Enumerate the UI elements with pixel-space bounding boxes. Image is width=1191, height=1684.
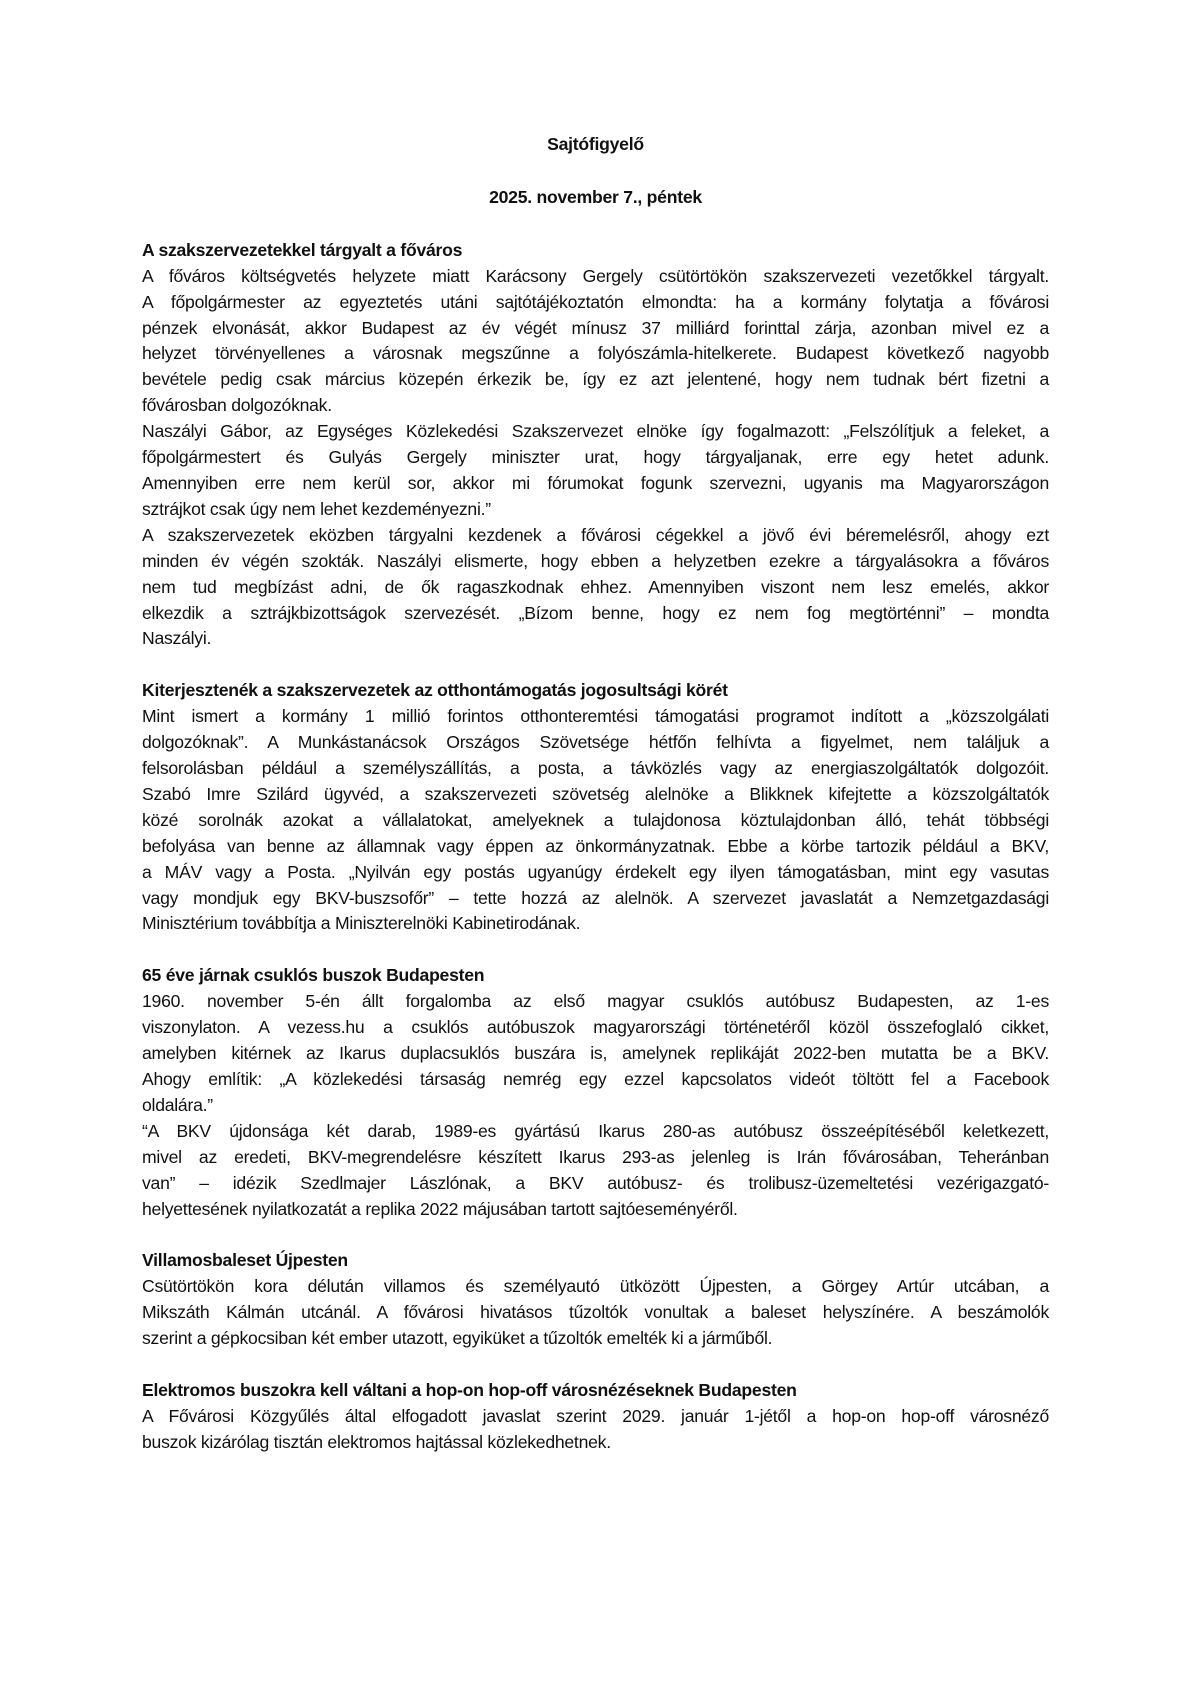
news-article: [142, 963, 1049, 1222]
text-line: főpolgármestert és Gulyás Gergely miniszter urat, hogy tárgyaljanak, erre egy hetet adunk.: [142, 447, 1049, 468]
articles-container: [142, 238, 1049, 1456]
text-line: Mikszáth Kálmán utcánál. A fővárosi hivatásos tűzoltók vonultak a baleset helyszínére. A beszámolók: [142, 1302, 1049, 1323]
text-line: viszonylaton. A vezess.hu a csuklós autóbuszok magyarországi történetéről közöl összefoglaló cikket,: [142, 1017, 1049, 1038]
text-line: A Fővárosi Közgyűlés által elfogadott javaslat szerint 2029. január 1-jétől a hop-on hop-off városnéző: [142, 1405, 1049, 1426]
text-line: 1960. november 5-én állt forgalomba az első magyar csuklós autóbusz Budapesten, az 1-es: [142, 991, 1049, 1012]
news-article: [142, 678, 1049, 937]
text-line: közé sorolnák azokat a vállalatokat, amelyeknek a tulajdonosa köztulajdonban álló, tehát többségi: [142, 809, 1049, 830]
text-line: Szabó Imre Szilárd ügyvéd, a szakszervezeti szövetség alelnöke a Blikknek kifejtette a közszolgáltatók: [142, 783, 1049, 804]
text-line: felsorolásban például a személyszállítás, a posta, a távközlés vagy az energiaszolgáltatók dolgozóit.: [142, 758, 1049, 779]
article-headline: A szakszervezetekkel tárgyalt a főváros: [142, 239, 463, 260]
text-line: nem tud megbízást adni, de ők ragaszkodnak ehhez. Amennyiben viszont nem lesz emelés, akkor: [142, 576, 1049, 597]
text-line: pénzek elvonását, akkor Budapest az év végét mínusz 37 milliárd forinttal zárja, azonban mivel ez a: [142, 317, 1049, 338]
text-line: vagy mondjuk egy BKV-buszsofőr” – tette hozzá az alelnök. A szervezet javaslatát a Nemzetgazdasági: [142, 887, 1049, 908]
article-paragraph: [142, 523, 1049, 653]
text-line: Csütörtökön kora délután villamos és személyautó ütközött Újpesten, a Görgey Artúr utcában, a: [142, 1276, 1049, 1297]
text-line: helyzet törvényellenes a városnak megszűnne a folyószámla-hitelkerete. Budapest következő nagyobb: [142, 343, 1049, 364]
news-article: [142, 1248, 1049, 1352]
text-line: helyettesének nyilatkozatát a replika 2022 májusában tartott sajtóeseményéről.: [142, 1198, 738, 1219]
text-line: a MÁV vagy a Posta. „Nyilván egy postás ugyanúgy érdekelt egy ilyen támogatásban, mint egy vasutas: [142, 861, 1049, 882]
news-article: [142, 1378, 1049, 1456]
document-page: [142, 132, 1049, 1482]
text-line: A főpolgármester az egyeztetés utáni sajtótájékoztatón elmondta: ha a kormány folytatja a fővárosi: [142, 291, 1049, 312]
text-line: befolyása van benne az államnak vagy éppen az önkormányzatnak. Ebbe a körbe tartozik például a BKV,: [142, 835, 1049, 856]
article-paragraph: [142, 264, 1049, 419]
text-line: bevétele pedig csak március közepén érkezik be, így ez azt jelentené, hogy nem tudnak bért fizetni a: [142, 369, 1049, 390]
article-paragraph: [142, 419, 1049, 523]
text-line: A szakszervezetek eközben tárgyalni kezdenek a fővárosi cégekkel a jövő évi béremelésről, ahogy ezt: [142, 524, 1049, 545]
document-title: Sajtófigyelő: [547, 134, 644, 154]
text-line: minden év végén szokták. Naszályi elismerte, hogy ebben a helyzetben ezekre a tárgyalásokra a főváros: [142, 550, 1049, 571]
text-line: szerint a gépkocsiban két ember utazott, egyiküket a tűzoltók emelték ki a járműből.: [142, 1328, 773, 1349]
text-line: A főváros költségvetés helyzete miatt Karácsony Gergely csütörtökön szakszervezeti vezetőkkel tárgyalt.: [142, 265, 1049, 286]
article-headline: 65 éve járnak csuklós buszok Budapesten: [142, 965, 485, 986]
text-line: Naszályi.: [142, 628, 212, 649]
text-line: mivel az eredeti, BKV-megrendelésre készített Ikarus 293-as jelenleg is Irán fővárosában, Teheránban: [142, 1146, 1049, 1167]
text-line: van” – idézik Szedlmajer Lászlónak, a BKV autóbusz- és trolibusz-üzemeltetési vezérigazgató-: [142, 1172, 1049, 1193]
text-line: Mint ismert a kormány 1 millió forintos otthonteremtési támogatási programot indított a „közszolgálati: [142, 706, 1049, 727]
text-line: amelyben kitérnek az Ikarus duplacsuklós buszára is, amelynek replikáját 2022-ben mutatta be a BKV.: [142, 1043, 1049, 1064]
article-paragraph: [142, 1274, 1049, 1352]
text-line: Minisztérium továbbítja a Miniszterelnöki Kabinetirodának.: [142, 913, 581, 934]
text-line: Ahogy említik: „A közlekedési társaság nemrég egy ezzel kapcsolatos videót töltött fel a Facebook: [142, 1069, 1049, 1089]
document-date: 2025. november 7., péntek: [489, 186, 702, 207]
text-line: dolgozóknak”. A Munkástanácsok Országos Szövetsége hétfőn felhívta a figyelmet, nem találjuk a: [142, 732, 1049, 753]
text-line: “A BKV újdonsága két darab, 1989-es gyártású Ikarus 280-as autóbusz összeépítéséből keletkezett,: [142, 1120, 1049, 1141]
text-line: sztrájkot csak úgy nem lehet kezdeményezni.”: [142, 498, 491, 519]
text-line: elkezdik a sztrájkbizottságok szervezését. „Bízom benne, hogy ez nem fog megtörténni” – mondta: [142, 602, 1049, 623]
text-line: oldalára.”: [142, 1094, 213, 1115]
article-paragraph: [142, 1404, 1049, 1456]
article-headline: Kiterjesztenék a szakszervezetek az otthontámogatás jogosultsági körét: [142, 680, 728, 701]
news-article: [142, 238, 1049, 653]
article-paragraph: [142, 1119, 1049, 1223]
text-line: buszok kizárólag tisztán elektromos hajtással közlekedhetnek.: [142, 1431, 611, 1452]
article-headline: Elektromos buszokra kell váltani a hop-on hop-off városnézéseknek Budapesten: [142, 1380, 797, 1401]
article-headline: Villamosbaleset Újpesten: [142, 1250, 348, 1271]
text-line: Naszályi Gábor, az Egységes Közlekedési Szakszervezet elnöke így fogalmazott: „Felszólítjuk a feleket, a: [142, 421, 1049, 442]
article-paragraph: [142, 989, 1049, 1119]
text-line: Amennyiben erre nem kerül sor, akkor mi fórumokat fogunk szervezni, ugyanis ma Magyarországon: [142, 472, 1049, 493]
article-paragraph: [142, 704, 1049, 937]
text-line: fővárosban dolgozóknak.: [142, 395, 332, 416]
